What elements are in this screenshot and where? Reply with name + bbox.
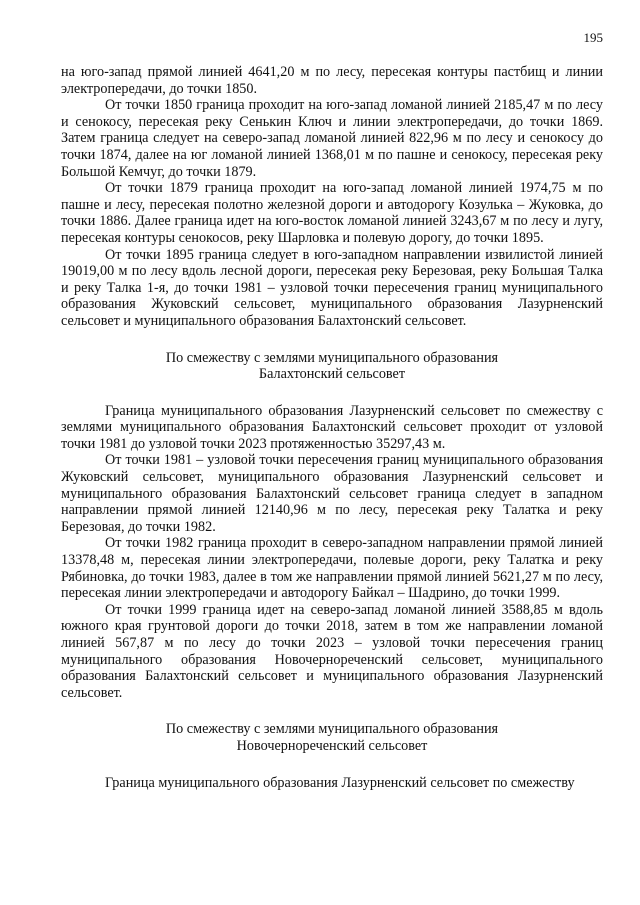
paragraph: От точки 1981 – узловой точки пересечения границ муниципального образования Жуковский сельсовет, муниципального образования Лазурненский сельсовет и муниципального образования Балахтонский сельсовет граница следует в западном направлении прямой линией 12140,96 м по лесу, пересекая реку Талатка и реку Березовая, до точки 1982. (61, 452, 603, 535)
paragraph: От точки 1895 граница следует в юго-западном направлении извилистой линией 19019,00 м по лесу вдоль лесной дороги, пересекая реку Березовая, реку Большая Талка и реку Талка 1-я, до точки 1981 – узловой точки пересечения границ муниципального образования Жуковский сельсовет, муниципального образования Лазурненский сельсовет и муниципального образования Балахтонский сельсовет. (61, 246, 603, 329)
paragraph: От точки 1999 граница идет на северо-запад ломаной линией 3588,85 м вдоль южного края грунтовой дороги до точки 2018, затем в том же направлении ломаной линией 567,87 м по лесу до точки 2023 – узловой точки пересечения границ муниципального образования Новочернореченский сельсовет, муниципального образования Балахтонский сельсовет и муниципального образования Лазурненский сельсовет. (61, 601, 603, 701)
paragraph: Граница муниципального образования Лазурненский сельсовет по смежеству с землями муниципального образования Балахтонский сельсовет проходит от узловой точки 1981 до узловой точки 2023 протяженностью 35297,43 м. (61, 402, 603, 452)
section-heading-line: Балахтонский сельсовет (258, 366, 406, 383)
page-number: 195 (583, 30, 603, 45)
section-heading-line: По смежеству с землями муниципального образования (165, 721, 499, 738)
paragraph: Граница муниципального образования Лазурненский сельсовет по смежеству (105, 774, 575, 791)
section-heading-novochernorechensky (61, 721, 603, 754)
paragraph: на юго-запад прямой линией 4641,20 м по лесу, пересекая контуры пастбищ и линии электропередачи, до точки 1850. (61, 64, 603, 97)
paragraph: От точки 1850 граница проходит на юго-запад ломаной линией 2185,47 м по лесу и сенокосу, пересекая реку Сенькин Ключ и линии электропередачи, до точки 1869. Затем граница следует на северо-запад ломаной линией 822,96 м по лесу и сенокосу до точки 1874, далее на юг ломаной линией 1368,01 м по пашне и сенокосу, пересекая реку Большой Кемчуг, до точки 1879. (61, 97, 603, 180)
paragraph: От точки 1879 граница проходит на юго-запад ломаной линией 1974,75 м по пашне и лесу, пересекая полотно железной дороги и автодорогу Козулька – Жуковка, до точки 1886. Далее граница идет на юго-восток ломаной линией 3243,67 м по лесу и лугу, пересекая контуры сенокосов, реку Шарловка и полевую дорогу, до точки 1895. (61, 180, 603, 246)
section-heading-balakhtonsky (61, 350, 603, 383)
paragraph: От точки 1982 граница проходит в северо-западном направлении прямой линией 13378,48 м, пересекая линии электропередачи, полевые дороги, реку Талатка и реку Рябиновка, до точки 1983, далее в том же направлении прямой линией 5621,27 м по лесу, пересекая линии электропередачи и автодорогу Байкал – Шадрино, до точки 1999. (61, 535, 603, 602)
document-body (61, 64, 603, 791)
section-heading-line: Новочернореченский сельсовет (236, 737, 428, 754)
section-heading-line: По смежеству с землями муниципального образования (165, 349, 499, 366)
